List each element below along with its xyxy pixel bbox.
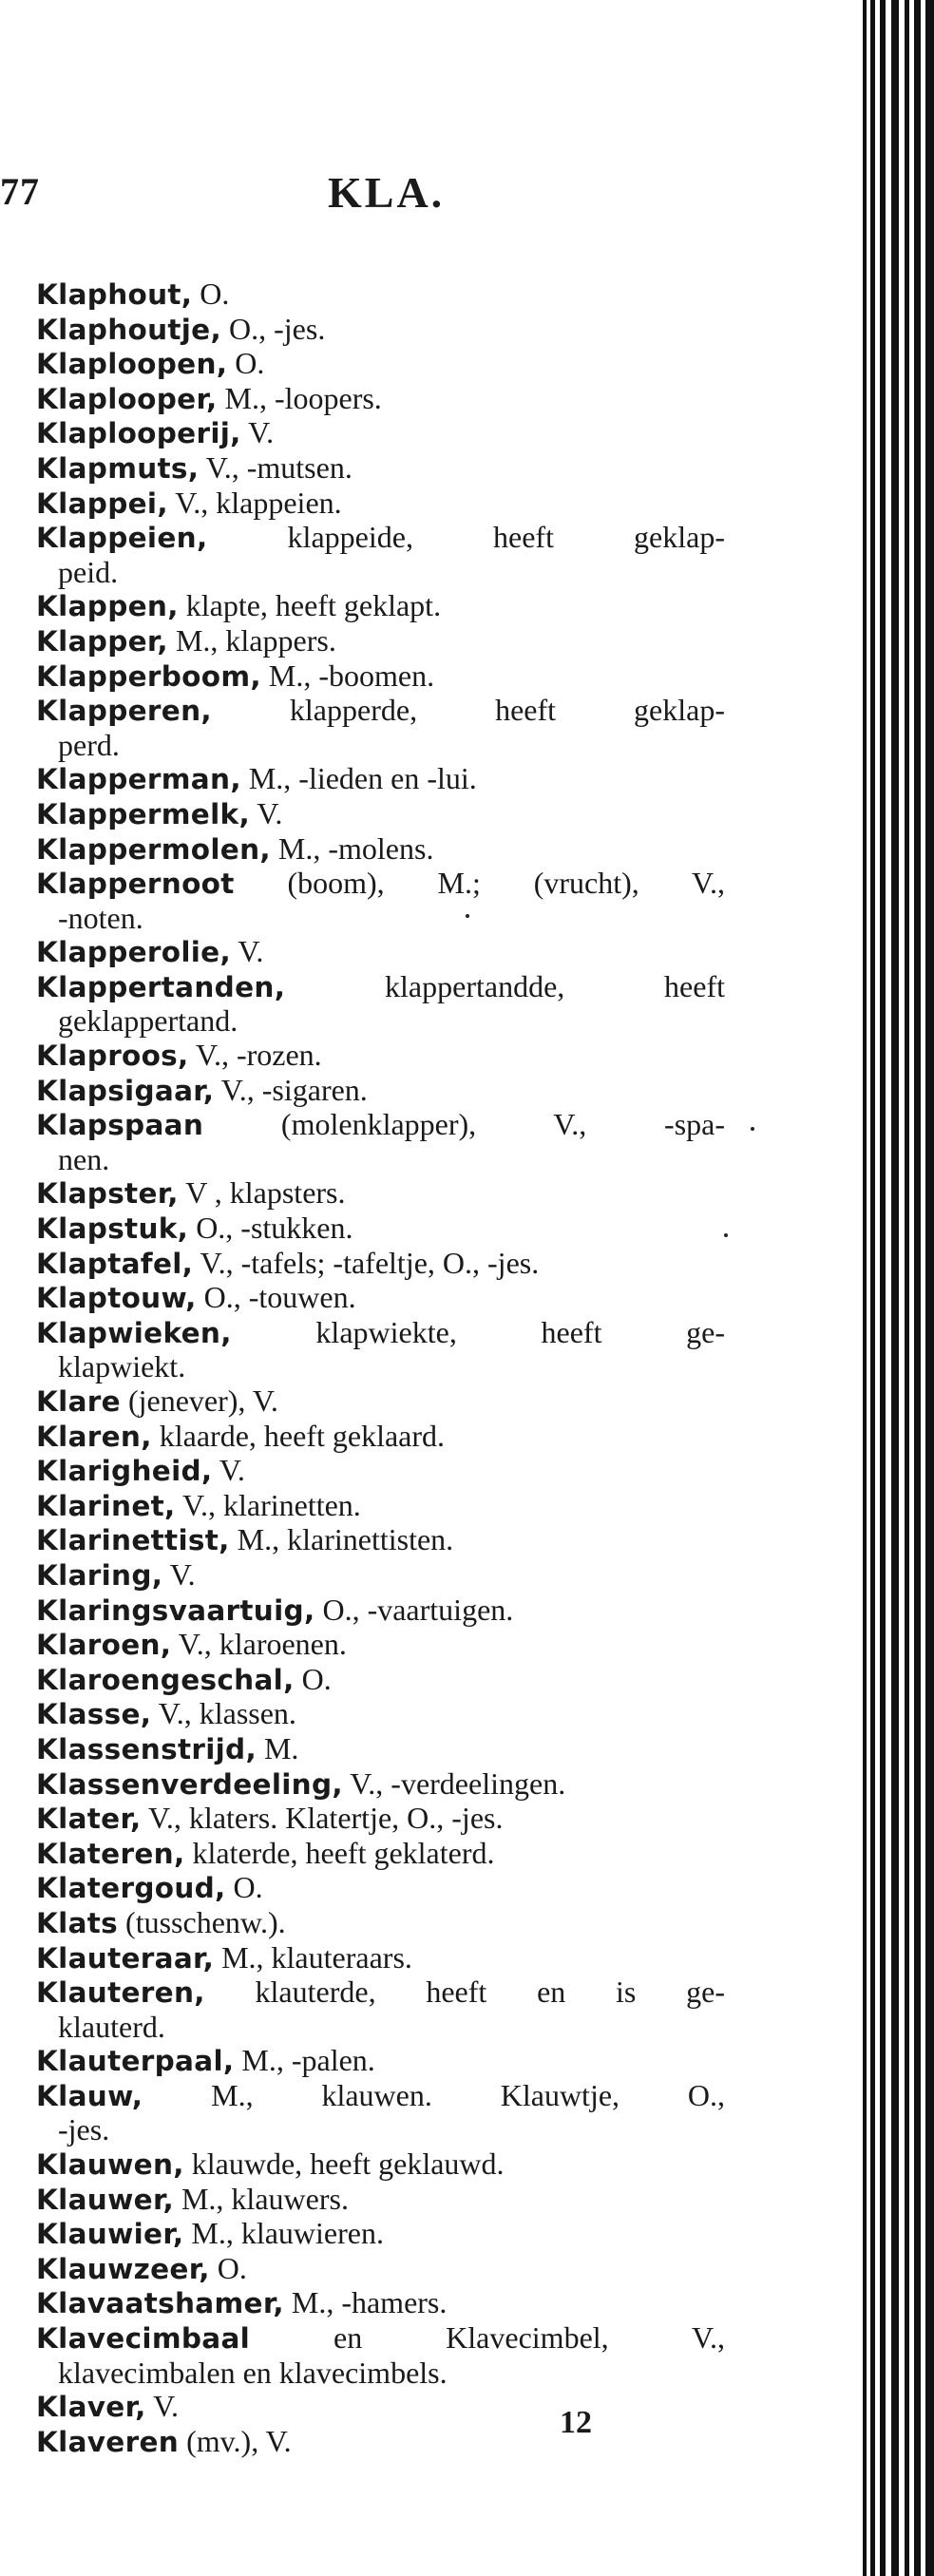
headword: Klauwzeer, bbox=[36, 2252, 210, 2285]
definition-text: M. bbox=[263, 1730, 299, 1765]
definition-text: klauterd. bbox=[58, 2009, 165, 2044]
entry bbox=[36, 1454, 725, 1489]
entry bbox=[36, 1281, 725, 1316]
headword: Klater, bbox=[36, 1803, 142, 1836]
entry bbox=[36, 1420, 725, 1455]
entry bbox=[36, 1732, 725, 1767]
entry bbox=[36, 1558, 725, 1593]
definition-text: (jenever), V. bbox=[127, 1383, 278, 1418]
running-head: KLA. bbox=[328, 168, 446, 217]
definition-text: V., -verdeelingen. bbox=[350, 1765, 566, 1801]
entry bbox=[36, 1489, 725, 1524]
definition-text: klaterde, heeft geklaterd. bbox=[192, 1835, 495, 1870]
entry bbox=[36, 2286, 725, 2321]
entry bbox=[36, 1176, 725, 1212]
ink-speck bbox=[724, 1233, 728, 1237]
definition-text: V., -mutsen. bbox=[205, 449, 353, 485]
definition-text: en Klavecimbel, V., bbox=[334, 2320, 726, 2356]
entry bbox=[36, 935, 725, 970]
entry bbox=[36, 2321, 725, 2390]
definition-text: O. bbox=[200, 277, 230, 311]
entry bbox=[36, 2252, 725, 2287]
entry bbox=[36, 867, 725, 935]
entry bbox=[36, 659, 725, 695]
ink-speck bbox=[751, 1127, 754, 1131]
headword: Klapperboom, bbox=[36, 659, 261, 693]
headword: Klasse, bbox=[36, 1698, 152, 1731]
definition-text: V. bbox=[169, 1556, 196, 1592]
definition-text: M., klauwieren. bbox=[191, 2216, 384, 2251]
entry bbox=[36, 762, 725, 797]
entry bbox=[36, 1108, 725, 1176]
entry bbox=[36, 2183, 725, 2218]
entry bbox=[36, 2147, 725, 2183]
entry bbox=[36, 1212, 725, 1247]
definition-text: M., klauwers. bbox=[181, 2181, 349, 2216]
headword: Klapsigaar, bbox=[36, 1074, 215, 1107]
definition-text: klauwde, heeft geklauwd. bbox=[191, 2147, 505, 2182]
entry bbox=[36, 970, 725, 1039]
entry bbox=[36, 451, 725, 487]
headword: Klarinet, bbox=[36, 1489, 176, 1522]
entry bbox=[36, 347, 725, 382]
headword: Klapperolie, bbox=[36, 936, 231, 969]
headword: Klapwieken, bbox=[36, 1316, 232, 1349]
headword: Klarigheid, bbox=[36, 1455, 213, 1488]
entry bbox=[36, 1941, 725, 1976]
entry bbox=[36, 521, 725, 589]
definition-text: geklappertand. bbox=[58, 1003, 238, 1039]
headword: Klauwen, bbox=[36, 2148, 184, 2182]
entry bbox=[36, 2425, 725, 2460]
entry bbox=[36, 1802, 725, 1837]
definition-text: V. bbox=[257, 795, 283, 830]
definition-text: V., -sigaren. bbox=[220, 1072, 368, 1107]
entry bbox=[36, 2079, 725, 2147]
entry bbox=[36, 1697, 725, 1732]
headword: Klauw, bbox=[36, 2079, 143, 2112]
definition-text: O., -vaartuigen. bbox=[322, 1592, 514, 1627]
entry bbox=[36, 1663, 725, 1698]
headword: Klapster, bbox=[36, 1177, 179, 1211]
definition-text: klavecimbalen en klavecimbels. bbox=[58, 2355, 448, 2390]
entry bbox=[36, 1975, 725, 2044]
definition-text: (boom), M.; (vrucht), V., bbox=[287, 866, 725, 901]
sheet-number: 12 bbox=[560, 2405, 592, 2440]
definition-text: O. bbox=[301, 1661, 332, 1696]
headword: Klauteren, bbox=[36, 1976, 205, 2010]
entry bbox=[36, 1767, 725, 1803]
headword: Klapperen, bbox=[36, 695, 212, 728]
headword: Klaplooperij, bbox=[36, 417, 241, 450]
definition-text: nen. bbox=[58, 1141, 110, 1176]
definition-text: klappertandde, heeft bbox=[385, 968, 726, 1003]
entry bbox=[36, 624, 725, 659]
headword: Klaroen, bbox=[36, 1629, 172, 1662]
definition-text: M., -boomen. bbox=[268, 658, 435, 693]
headword: Klatergoud, bbox=[36, 1872, 226, 1905]
definition-text: M., -hamers. bbox=[291, 2285, 448, 2320]
headword: Klapspaan bbox=[36, 1109, 204, 1142]
entry bbox=[36, 832, 725, 868]
headword: Klaptouw, bbox=[36, 1282, 197, 1315]
definition-text: V. bbox=[153, 2389, 180, 2424]
headword: Klavaatshamer, bbox=[36, 2287, 284, 2320]
entry bbox=[36, 2217, 725, 2252]
definition-text: M., -lieden en -lui. bbox=[248, 761, 477, 796]
definition-text: perd. bbox=[58, 727, 120, 762]
definition-text: V., klarinetten. bbox=[181, 1487, 361, 1522]
headword: Klassenstrijd, bbox=[36, 1732, 257, 1765]
definition-text: V., -tafels; -tafeltje, O., -jes. bbox=[200, 1245, 540, 1280]
headword: Klauwier, bbox=[36, 2218, 184, 2251]
definition-text: O. bbox=[217, 2250, 247, 2285]
headword: Klapstuk, bbox=[36, 1212, 189, 1246]
entry bbox=[36, 277, 725, 313]
definition-text: V. bbox=[248, 415, 275, 450]
definition-text: O., -jes. bbox=[229, 311, 326, 346]
headword: Klaploopen, bbox=[36, 348, 228, 381]
entry bbox=[36, 1316, 725, 1384]
headword: Klassenverdeeling, bbox=[36, 1767, 343, 1801]
entry bbox=[36, 313, 725, 348]
definition-text: M., -molens. bbox=[277, 830, 434, 866]
headword: Klaring, bbox=[36, 1558, 163, 1592]
headword: Klaproos, bbox=[36, 1040, 189, 1073]
definition-text: M., klauteraars. bbox=[221, 1939, 412, 1975]
headword: Klappei, bbox=[36, 487, 168, 520]
entry bbox=[36, 382, 725, 417]
entry bbox=[36, 1628, 725, 1663]
definition-text: klauterde, heeft en is ge- bbox=[255, 1975, 725, 2010]
definition-text: V., -rozen. bbox=[195, 1038, 322, 1073]
headword: Klauteraar, bbox=[36, 1941, 215, 1975]
headword: Klappen, bbox=[36, 590, 179, 623]
definition-text: klapwiekt. bbox=[58, 1349, 186, 1384]
headword: Klaren, bbox=[36, 1420, 152, 1453]
dictionary-entries bbox=[36, 277, 725, 2459]
headword: Klappertanden, bbox=[36, 970, 286, 1003]
entry bbox=[36, 1384, 725, 1420]
headword: Klappeien, bbox=[36, 522, 208, 555]
headword: Klappernoot bbox=[36, 868, 235, 901]
headword: Klaringsvaartuig, bbox=[36, 1593, 315, 1627]
entry bbox=[36, 487, 725, 522]
definition-text: klapperde, heeft geklap- bbox=[289, 693, 725, 728]
definition-text: O. bbox=[235, 346, 265, 381]
headword: Klaphout, bbox=[36, 278, 193, 311]
definition-text: V. bbox=[238, 934, 264, 969]
entry bbox=[36, 589, 725, 624]
definition-text: M., klarinettisten. bbox=[237, 1522, 454, 1557]
headword: Klaplooper, bbox=[36, 382, 218, 415]
headword: Klavecimbaal bbox=[36, 2322, 251, 2356]
headword: Klapmuts, bbox=[36, 451, 200, 485]
entry bbox=[36, 2044, 725, 2079]
entry bbox=[36, 797, 725, 832]
definition-text: klappeide, heeft geklap- bbox=[287, 520, 726, 555]
definition-text: O., -stukken. bbox=[196, 1211, 353, 1246]
definition-text: O. bbox=[233, 1870, 263, 1905]
entry bbox=[36, 2390, 725, 2425]
entry bbox=[36, 1837, 725, 1872]
headword: Klaveren bbox=[36, 2425, 180, 2458]
ink-speck bbox=[466, 914, 469, 918]
headword: Klateren, bbox=[36, 1837, 185, 1870]
headword: Klats bbox=[36, 1906, 119, 1939]
definition-text: M., klauwen. Klauwtje, O., bbox=[211, 2077, 726, 2112]
headword: Klappermelk, bbox=[36, 797, 250, 830]
entry bbox=[36, 416, 725, 451]
definition-text: O., -touwen. bbox=[203, 1280, 356, 1315]
entry bbox=[36, 1039, 725, 1074]
definition-text: M., klappers. bbox=[175, 622, 336, 658]
definition-text: V. bbox=[219, 1453, 245, 1488]
headword: Klapper, bbox=[36, 624, 168, 658]
headword: Klaptafel, bbox=[36, 1247, 194, 1280]
headword: Klapperman, bbox=[36, 763, 241, 796]
headword: Klaphoutje, bbox=[36, 313, 221, 346]
headword: Klare bbox=[36, 1385, 121, 1418]
entry bbox=[36, 1523, 725, 1558]
entry bbox=[36, 1906, 725, 1941]
definition-text: V., klassen. bbox=[158, 1696, 296, 1731]
definition-text: V., klappeien. bbox=[175, 485, 342, 520]
definition-text: (molenklapper), V., -spa- bbox=[280, 1107, 726, 1142]
definition-text: -noten. bbox=[58, 900, 143, 935]
entry bbox=[36, 694, 725, 762]
entry bbox=[36, 1247, 725, 1282]
headword: Klappermolen, bbox=[36, 832, 271, 866]
headword: Klauwer, bbox=[36, 2183, 174, 2216]
definition-text: M., -palen. bbox=[241, 2043, 375, 2078]
definition-text: -jes. bbox=[58, 2112, 110, 2147]
headword: Klaroengeschal, bbox=[36, 1663, 295, 1696]
definition-text: V , klapsters. bbox=[185, 1175, 346, 1211]
definition-text: (tusschenw.). bbox=[125, 1904, 286, 1939]
definition-text: M., -loopers. bbox=[224, 380, 382, 415]
definition-text: (mv.), V. bbox=[186, 2423, 292, 2458]
page-edge-shadow bbox=[863, 0, 934, 2576]
page-number: 77 bbox=[0, 170, 40, 213]
headword: Klarinettist, bbox=[36, 1524, 230, 1557]
headword: Klaver, bbox=[36, 2391, 146, 2424]
definition-text: V., klaters. Klatertje, O., -jes. bbox=[147, 1801, 504, 1836]
definition-text: peid. bbox=[58, 554, 119, 589]
entry bbox=[36, 1871, 725, 1906]
entry bbox=[36, 1074, 725, 1109]
definition-text: klapwiekte, heeft ge- bbox=[315, 1314, 726, 1349]
definition-text: V., klaroenen. bbox=[178, 1627, 347, 1662]
headword: Klauterpaal, bbox=[36, 2045, 235, 2078]
entry bbox=[36, 1593, 725, 1629]
definition-text: klapte, heeft geklapt. bbox=[185, 588, 442, 623]
definition-text: klaarde, heeft geklaard. bbox=[159, 1418, 446, 1453]
